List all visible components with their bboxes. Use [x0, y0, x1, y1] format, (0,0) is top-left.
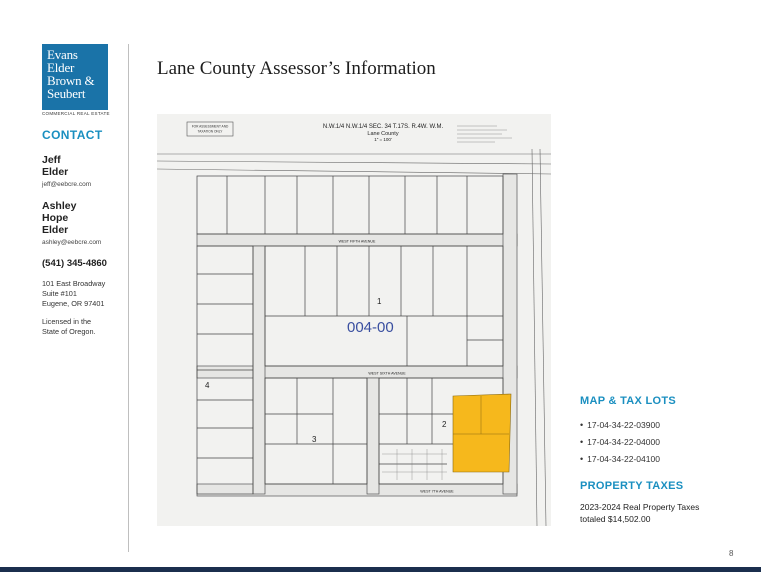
tax-lot-list [580, 417, 740, 468]
property-taxes-text [580, 502, 740, 525]
contact-heading: CONTACT [42, 128, 103, 142]
logo-line: Elder [47, 60, 75, 75]
tax-lot-number: 17-04-34-22-03900 [587, 420, 660, 430]
address-line: Suite #101 [42, 289, 77, 298]
agent-name-line: Elder [42, 166, 69, 178]
agent-name-line: Hope [42, 212, 69, 224]
assessor-map-drawing [157, 114, 551, 526]
assessor-map [157, 114, 551, 526]
block-number: 3 [312, 435, 317, 444]
logo-line: Brown & [47, 73, 95, 88]
street-label: WEST 7TH AVENUE [420, 489, 454, 494]
map-header-line: 1" = 100' [374, 137, 392, 142]
footer-bar [0, 567, 761, 572]
contact-sidebar [42, 128, 124, 337]
agent-email-link[interactable]: jeff@eebcre.com [42, 181, 92, 188]
license-line: Licensed in the [42, 317, 92, 326]
block-number: 4 [205, 381, 210, 390]
highlighted-tax-lots [453, 394, 511, 472]
map-number: 004-00 [347, 319, 394, 336]
agent-name [42, 200, 124, 236]
agent-name-line: Elder [42, 224, 69, 236]
logo-subtitle: COMMERCIAL REAL ESTATE [42, 111, 110, 116]
agent-name [42, 154, 124, 178]
map-stamp-line: TAXATION ONLY [197, 129, 223, 134]
page-number: 8 [729, 549, 734, 558]
map-stamp-line: FOR ASSESSMENT AND [191, 124, 229, 129]
agent-name-line: Ashley [42, 200, 77, 212]
map-header-line: N.W.1/4 N.W.1/4 SEC. 34 T.17S. R.4W. W.M. [322, 124, 444, 130]
divider [128, 44, 129, 552]
agent-name-line: Jeff [42, 154, 61, 166]
map-header-line: Lane County [367, 131, 399, 137]
tax-lot-item [580, 451, 740, 468]
address-line: Eugene, OR 97401 [42, 299, 105, 308]
tax-line: totaled $14,502.00 [580, 513, 651, 524]
phone-number[interactable]: (541) 345-4860 [42, 258, 107, 269]
tax-lot-item [580, 417, 740, 434]
bullet-icon: • [580, 420, 584, 430]
agent-email-link[interactable]: ashley@eebcre.com [42, 239, 102, 246]
bullet-icon: • [580, 454, 584, 464]
page-title: Lane County Assessor’s Information [157, 58, 436, 79]
tax-lots-heading: MAP & TAX LOTS [580, 395, 677, 407]
tax-lot-item [580, 434, 740, 451]
logo-line: Evans [47, 47, 78, 62]
street-label: WEST SIXTH AVENUE [368, 371, 406, 376]
company-logo [42, 44, 108, 110]
property-taxes-heading: PROPERTY TAXES [580, 480, 684, 492]
tax-info-panel [580, 395, 740, 525]
street-label: WEST FIFTH AVENUE [338, 239, 376, 244]
block-number: 1 [377, 297, 382, 306]
tax-lot-number: 17-04-34-22-04000 [587, 437, 660, 447]
address-line: 101 East Broadway [42, 279, 106, 288]
license-line: State of Oregon. [42, 327, 96, 336]
license-note [42, 317, 124, 337]
bullet-icon: • [580, 437, 584, 447]
office-address [42, 279, 124, 309]
tax-lot-number: 17-04-34-22-04100 [587, 454, 660, 464]
block-number: 2 [442, 420, 447, 429]
tax-line: 2023-2024 Real Property Taxes [580, 502, 700, 512]
logo-line: Seubert [47, 86, 86, 101]
